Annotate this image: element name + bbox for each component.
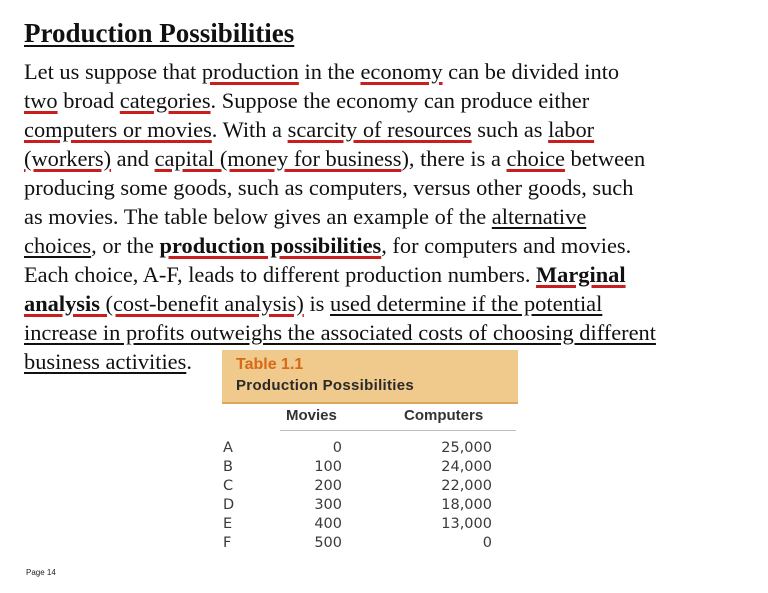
text-span: in the bbox=[298, 59, 361, 84]
term-scarcity-of-resources: scarcity of resources bbox=[287, 117, 472, 142]
term-alternative: alternative bbox=[491, 204, 587, 229]
movies-value: 300 bbox=[314, 497, 342, 513]
term-analysis: analysis bbox=[24, 291, 100, 316]
computers-value: 24,000 bbox=[441, 459, 492, 475]
paragraph-line-6 bbox=[24, 202, 586, 231]
table-row bbox=[222, 478, 518, 497]
text-span: . Suppose the economy can produce either bbox=[210, 88, 590, 113]
text-span: , or the bbox=[91, 233, 160, 258]
paragraph-line-4 bbox=[24, 144, 645, 173]
paragraph-line-8 bbox=[24, 260, 626, 289]
computers-value: 25,000 bbox=[441, 440, 492, 456]
paragraph-line-9 bbox=[24, 289, 602, 318]
table-row bbox=[222, 516, 518, 535]
table-title: Production Possibilities bbox=[236, 377, 415, 394]
paragraph-line-10 bbox=[24, 318, 656, 347]
term-choice: choice bbox=[506, 146, 565, 171]
page-number: Page 14 bbox=[26, 568, 56, 577]
computers-value: 22,000 bbox=[441, 478, 492, 494]
text-span: such as bbox=[471, 117, 549, 142]
term-production: production bbox=[201, 59, 299, 84]
paragraph-line-3 bbox=[24, 115, 594, 144]
table-row bbox=[222, 535, 518, 554]
paragraph-line-5: producing some goods, such as computers, versus other goods, such bbox=[24, 175, 634, 200]
table-row bbox=[222, 497, 518, 516]
term-marginal: Marginal bbox=[536, 262, 626, 287]
movies-value: 100 bbox=[314, 459, 342, 475]
term-two: two bbox=[24, 88, 58, 113]
page-title: Production Possibilities bbox=[24, 18, 295, 48]
column-header-movies: Movies bbox=[286, 407, 337, 424]
paragraph-line-1 bbox=[24, 57, 619, 86]
text-span: as movies. The table below gives an example of the bbox=[24, 204, 492, 229]
row-label: E bbox=[223, 516, 233, 532]
definition-text: increase in profits outweighs the associated costs of choosing different bbox=[24, 320, 656, 345]
term-cost-benefit-analysis: (cost-benefit analysis) bbox=[99, 291, 304, 316]
column-header-computers: Computers bbox=[404, 407, 484, 424]
header-divider bbox=[280, 430, 516, 431]
text-span: broad bbox=[57, 88, 120, 113]
paragraph-line-2 bbox=[24, 86, 589, 115]
text-span: . With a bbox=[211, 117, 288, 142]
term-labor: labor bbox=[548, 117, 595, 142]
term-computers-or-movies: computers or movies bbox=[24, 117, 212, 142]
paragraph-line-11 bbox=[24, 347, 192, 376]
text-span: between bbox=[564, 146, 646, 171]
row-label: D bbox=[223, 497, 235, 513]
table-row bbox=[222, 440, 518, 459]
text-span: , for computers and movies. bbox=[381, 233, 632, 258]
movies-value: 0 bbox=[332, 440, 342, 456]
text-span: Let us suppose that bbox=[24, 59, 202, 84]
movies-value: 500 bbox=[314, 535, 342, 551]
paragraph-line-7 bbox=[24, 231, 631, 260]
term-workers: (workers) bbox=[24, 146, 112, 171]
computers-value: 0 bbox=[482, 535, 492, 551]
text-span: . bbox=[186, 349, 192, 374]
text-span: ), there is a bbox=[401, 146, 507, 171]
text-span: can be divided into bbox=[442, 59, 620, 84]
text-span: and bbox=[111, 146, 155, 171]
term-economy: economy bbox=[360, 59, 443, 84]
table-row bbox=[222, 459, 518, 478]
table-body bbox=[222, 404, 518, 560]
term-choices: choices bbox=[24, 233, 92, 258]
row-label: B bbox=[223, 459, 233, 475]
definition-text: business activities bbox=[24, 349, 187, 374]
computers-value: 13,000 bbox=[441, 516, 492, 532]
term-production-possibilities: production possibilities bbox=[159, 233, 382, 258]
table-number: Table 1.1 bbox=[236, 356, 304, 373]
text-span: Each choice, A-F, leads to different production numbers. bbox=[24, 262, 537, 287]
movies-value: 200 bbox=[314, 478, 342, 494]
table-header-band bbox=[222, 350, 518, 404]
definition-text: used determine if the potential bbox=[330, 291, 603, 316]
text-span: is bbox=[303, 291, 330, 316]
row-label: A bbox=[223, 440, 233, 456]
row-label: F bbox=[223, 535, 232, 551]
term-categories: categories bbox=[119, 88, 211, 113]
movies-value: 400 bbox=[314, 516, 342, 532]
computers-value: 18,000 bbox=[441, 497, 492, 513]
term-capital: capital (money for business bbox=[154, 146, 402, 171]
production-possibilities-table-image bbox=[222, 350, 518, 560]
row-label: C bbox=[223, 478, 234, 494]
